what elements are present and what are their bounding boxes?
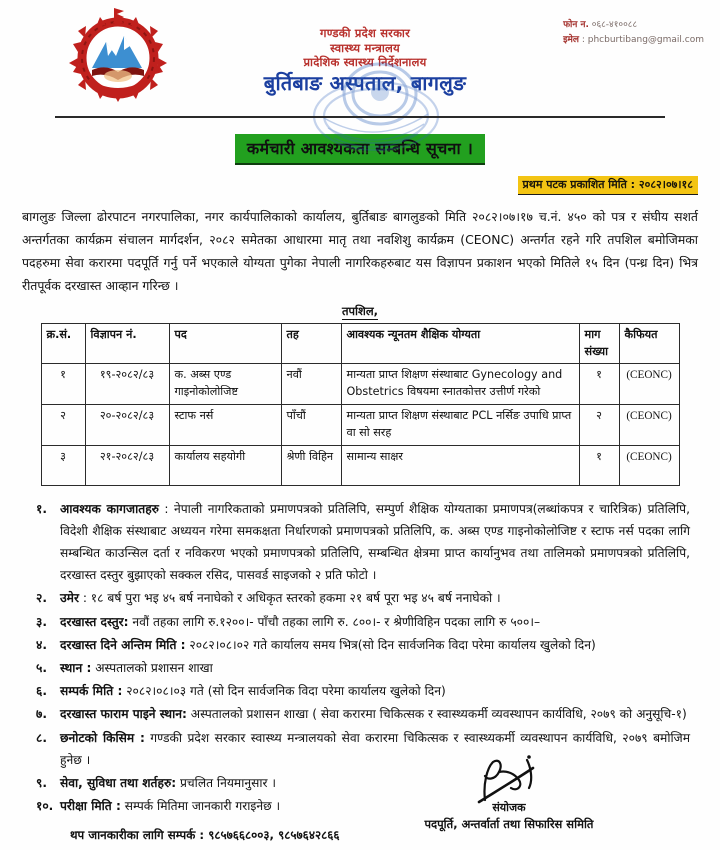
organization-name-block — [200, 26, 530, 97]
item-number: १०. — [36, 799, 54, 814]
cell-qualification: सामान्य साक्षर — [341, 445, 579, 485]
cell-post: क. अब्स एण्ड गाइनोकोलोजिष्ट — [169, 364, 281, 405]
cell-serial: ३ — [41, 445, 85, 485]
list-item — [36, 634, 690, 656]
item-lead: दरखास्त फाराम पाइने स्थान: — [60, 707, 187, 722]
further-contact-line: थप जानकारीका लागि सम्पर्क : ९८५७६६८००३, ९८५७६४२८६६ — [70, 828, 340, 843]
th-serial: क्र.सं. — [41, 323, 85, 364]
item-number: १. — [36, 501, 47, 516]
org-line-ministry: स्वास्थ्य मन्त्रालय — [330, 40, 400, 55]
item-lead: दरखास्त दस्तुर: — [60, 614, 129, 629]
item-lead: दरखास्त दिने अन्तिम मिति : — [60, 637, 186, 652]
cell-qualification: मान्यता प्राप्त शिक्षण संस्थाबाट Gynecology and Obstetrics विषयमा स्नातकोत्तर उत्तीर्ण गरेको — [341, 364, 579, 405]
email-value: : phcburtibang@gmail.com — [581, 35, 704, 46]
cell-post: स्टाफ नर्स — [169, 404, 281, 445]
phone-value: ०६८-४१००८८ — [591, 20, 638, 30]
list-item — [36, 611, 690, 633]
table-row — [41, 364, 679, 405]
signatory-role: संयोजक — [492, 801, 526, 814]
signatory-committee: पदपूर्ति, अन्तर्वार्ता तथा सिफारिस समिति — [424, 817, 594, 831]
cell-post: कार्यालय सहयोगी — [169, 445, 281, 485]
list-item — [36, 680, 690, 702]
item-lead: सम्पर्क मिति : — [60, 684, 123, 699]
th-remarks: कैफियत — [619, 323, 679, 364]
email-line — [563, 33, 704, 48]
intro-paragraph: बागलुङ जिल्ला ढोरपाटन नगरपालिका, नगर कार्यपालिकाको कार्यालय, बुर्तिबाङ बागलुङको मिति २०८२।०७।१७ च.नं. ४५० को पत्र र संघीय सशर्त अन्तर्गतका कार्यक्रम संचालन मार्गदर्शन, २०८२ समेतका आधारमा मातृ तथा नवशिशु कार्यक्रम (CEONC) अन्तर्गत रहने गरि तपशिल बमोजिमका पदहरुमा सेवा करारमा पदपूर्ति गर्नु पर्ने भएकाले योग्यता पुगेका नेपाली नागरिकहरुबाट यस विज्ञापन प्रकाशन भएको मितिले १५ दिन (पन्ध्र दिन) भित्र रीतपूर्वक दरखास्त आव्हान गरिन्छ । — [22, 209, 698, 293]
cell-serial: २ — [41, 404, 85, 445]
header-divider — [55, 116, 665, 118]
item-lead: आवश्यक कागजातहरु — [60, 501, 159, 516]
list-item — [36, 498, 690, 587]
item-number: २. — [36, 591, 47, 606]
th-post: पद — [169, 323, 281, 364]
item-text: गण्डकी प्रदेश सरकार स्वास्थ्य मन्त्रालयको सेवा करारमा चिकित्सक र स्वास्थ्यकर्मी व्यवस्थापन कार्यविधि, २०७९ बमोजिम हुनेछ । — [60, 730, 690, 767]
signature-block — [394, 754, 624, 832]
table-row — [41, 445, 679, 485]
item-number: ९. — [36, 775, 47, 790]
item-number: ३. — [36, 614, 47, 629]
email-label: इमेल — [563, 35, 579, 46]
list-item — [36, 657, 690, 679]
cell-remarks: (CEONC) — [619, 364, 679, 405]
table-row — [41, 404, 679, 445]
item-text: अस्पतालको प्रशासन शाखा — [91, 660, 213, 675]
item-number: ५. — [36, 660, 47, 675]
th-demand-count: माग संख्या — [579, 323, 619, 364]
cell-ad-number: १९-२०८२/८३ — [85, 364, 169, 405]
item-number: ६. — [36, 684, 47, 699]
handwritten-signature-icon — [394, 754, 624, 804]
cell-demand-count: १ — [579, 445, 619, 485]
th-qualification: आवश्यक न्यूनतम शैक्षिक योग्यता — [341, 323, 579, 364]
item-text: नवौं तहका लागि रु.१२००।- पाँचौ तहका लागि रु. ८००।- र श्रेणीविहिन पदका लागि रु ५००।– — [128, 614, 541, 629]
title-row — [0, 134, 720, 165]
cell-ad-number: २०-२०८२/८३ — [85, 404, 169, 445]
cell-level: पाँचौं — [281, 404, 341, 445]
letterhead — [0, 0, 720, 118]
item-number: ७. — [36, 707, 47, 722]
item-text: २०८२।०८।०३ गते (सो दिन सार्वजनिक विदा परेमा कार्यालय खुलेको दिन) — [122, 684, 446, 699]
nepal-government-emblem-icon — [62, 6, 174, 110]
table-header-row — [41, 323, 679, 364]
item-number: ८. — [36, 730, 47, 745]
letterhead-contact — [563, 18, 704, 49]
cell-remarks: (CEONC) — [619, 445, 679, 485]
item-lead: स्थान : — [60, 660, 92, 675]
cell-serial: १ — [41, 364, 85, 405]
cell-ad-number: २१-२०८२/८३ — [85, 445, 169, 485]
item-text: प्रचलित नियमानुसार । — [176, 775, 276, 790]
item-number: ४. — [36, 637, 47, 652]
org-line-hospital: बुर्तिबाङ अस्पताल, बागलुङ — [263, 71, 467, 96]
publish-date-row — [0, 173, 720, 195]
phone-label: फोन न. — [563, 20, 589, 30]
org-line-province: गण्डकी प्रदेश सरकार — [320, 26, 410, 40]
tapasil-text: तपशिल, — [341, 303, 379, 318]
item-text: २०८२।०८।०२ गते कार्यालय समय भित्र(सो दिन सार्वजनिक विदा परेमा कार्यालय खुलेको दिन) — [185, 637, 596, 652]
item-lead: छनोटको किसिम : — [60, 730, 145, 745]
item-lead: परीक्षा मिति : — [60, 799, 121, 814]
item-text: अस्पतालको प्रशासन शाखा ( सेवा करारमा चिकित्सक र स्वास्थ्यकर्मी व्यवस्थापन कार्यविधि, २०७९ को अनुसूचि-१) — [186, 707, 687, 722]
list-item — [36, 587, 690, 609]
list-item — [36, 703, 690, 725]
cell-demand-count: २ — [579, 404, 619, 445]
publish-date-badge: प्रथम पटक प्रकाशित मिति : २०८२।०७।१८ — [518, 176, 698, 195]
org-line-directorate: प्रादेशिक स्वास्थ्य निर्देशनालय — [303, 55, 427, 70]
phone-line — [563, 18, 704, 33]
cell-level: नवौं — [281, 364, 341, 405]
th-ad-number: विज्ञापन नं. — [85, 323, 169, 364]
item-text: : १८ बर्ष पुरा भइ ४५ बर्ष ननाघेको र अधिकृत स्तरको हकमा २१ बर्ष पूरा भइ ४५ बर्ष ननाघेको । — [78, 591, 501, 606]
th-level: तह — [281, 323, 341, 364]
item-lead: सेवा, सुविधा तथा शर्तहरु: — [60, 775, 177, 790]
item-text: सम्पर्क मितिमा जानकारी गराइनेछ । — [120, 799, 281, 814]
cell-remarks: (CEONC) — [619, 404, 679, 445]
vacancy-table — [41, 323, 680, 486]
item-lead: उमेर — [60, 591, 79, 606]
item-text: : नेपाली नागरिकताको प्रमाणपत्रको प्रतिलिपि, सम्पुर्ण शैक्षिक योग्यताका प्रमाणपत्र(लब्धांकपत्र र चारित्रिक) प्रतिलिपि, विदेशी शैक्षिक संस्थाबाट अध्ययन गरेमा समकक्षता निर्धारणको प्रमाणपत्रको प्रतिलिपि, क. अब्स एण्ड गाइनोकोलोजिष्ट र स्टाफ नर्स पदका लागि सम्बन्धित काउन्सिल दर्ता र नविकरण भएको प्रमाणपत्रको प्रतिलिपि, सम्बन्धित क्षेत्रमा प्राप्त कार्यानुभव तथा तालिमको प्रमाणपत्रको प्रतिलिपि, दरखास्त दस्तुर बुझाएको सक्कल रसिद, पासवर्ड साइजको २ प्रति फोटो । — [60, 501, 690, 583]
cell-level: श्रेणी विहिन — [281, 445, 341, 485]
cell-qualification: मान्यता प्राप्त शिक्षण संस्थाबाट PCL नर्सिङ उपाधि प्राप्त वा सो सरह — [341, 404, 579, 445]
page-title: कर्मचारी आवश्यकता सम्बन्धि सूचना । — [235, 134, 485, 165]
cell-demand-count: १ — [579, 364, 619, 405]
tapasil-label — [0, 304, 720, 319]
